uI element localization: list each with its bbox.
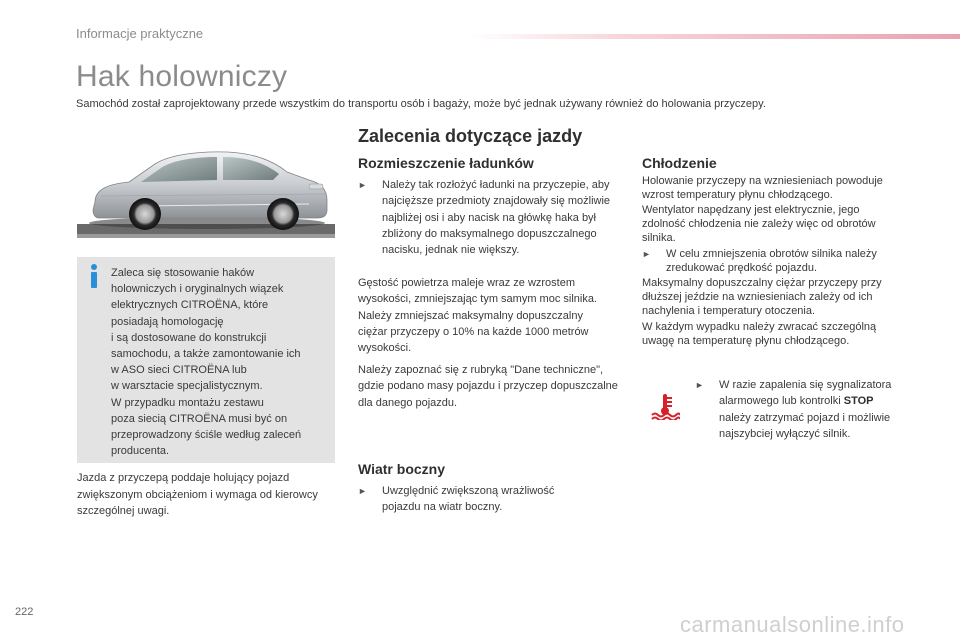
warning-text-pre: W razie zapalenia się sygnalizatora alarmowego lub kontrolki	[719, 379, 892, 408]
info-line: w ASO sieci CITROËNA lub	[111, 364, 247, 377]
cooling-text-2: Wentylator napędzany jest elektrycznie, jego zdolność chłodzenia nie zależy więc od obrotów silnika.	[642, 204, 876, 244]
section-label: Informacje praktyczne	[76, 26, 204, 41]
cooling-heading: Chłodzenie	[642, 155, 717, 171]
bullet-marker: ►	[642, 249, 651, 259]
bullet-marker: ►	[358, 486, 367, 496]
load-bullet	[358, 177, 628, 258]
info-line: i są dostosowane do konstrukcji	[111, 331, 267, 344]
info-line: posiadają homologację	[111, 315, 224, 328]
car-image	[77, 128, 335, 246]
cooling-text-3: Maksymalny dopuszczalny ciężar przyczepy przy dłuższej jeździe na wzniesieniach zależy od ich nachylenia i temperatury otoczenia.	[642, 277, 882, 317]
info-icon	[87, 263, 101, 289]
info-line: przeprowadzony ściśle według zaleceń	[111, 429, 302, 442]
load-altitude-text: Gęstość powietrza maleje wraz ze wzrostem wysokości, zmniejszając tym samym moc silnika. Należy zmniejszać maksymalny dopuszczalny ciężar przyczepy o 10% na każde 1000 metrów wysokości.	[358, 277, 597, 355]
load-bullet-text: Należy tak rozłożyć ładunki na przyczepie, aby najcięższe przedmioty znajdowały się możliwie najbliżej osi i aby nacisk na główkę haka był zbliżony do maksymalnego dopuszczalnego nacisku, jednak nie większy.	[382, 179, 611, 257]
page-number: 222	[15, 606, 34, 618]
recommendations-heading: Zalecenia dotyczące jazdy	[358, 126, 583, 146]
info-line: producenta.	[111, 445, 170, 458]
page-title: Hak holowniczy	[76, 60, 288, 93]
cooling-text-1: Holowanie przyczepy na wzniesieniach powoduje wzrost temperatury płynu chłodzącego.	[642, 175, 883, 201]
cooling-bullet-text: W celu zmniejszenia obrotów silnika należy zredukować prędkość pojazdu.	[666, 248, 877, 274]
info-line: W przypadku montażu zestawu	[111, 396, 264, 409]
cooling-text-4: W każdym wypadku należy zwracać szczególną uwagę na temperaturę płynu chłodzącego.	[642, 321, 877, 347]
warning-bullet	[695, 377, 899, 442]
warning-stop-label: STOP	[843, 395, 874, 408]
car-illustration	[77, 128, 335, 246]
wind-heading: Wiatr boczny	[358, 461, 445, 477]
info-text	[111, 265, 331, 459]
info-box	[77, 257, 335, 463]
info-line: Zaleca się stosowanie haków	[111, 267, 255, 279]
bullet-marker: ►	[358, 180, 367, 190]
bullet-marker: ►	[695, 380, 704, 390]
cooling-bullet	[642, 247, 906, 275]
info-line: holowniczych i oryginalnych wiązek	[111, 283, 284, 296]
watermark: carmanualsonline.info	[680, 612, 905, 637]
load-heading: Rozmieszczenie ładunków	[358, 155, 534, 171]
wind-bullet	[358, 483, 592, 516]
warning-text-post: należy zatrzymać pojazd i możliwie najszybciej wyłączyć silnik.	[719, 411, 891, 440]
info-line: w warsztacie specjalistycznym.	[111, 380, 263, 393]
coolant-temperature-warning-icon	[650, 392, 680, 420]
info-line: samochodu, a także zamontowanie ich	[111, 348, 301, 361]
towing-note: Jazda z przyczepą poddaje holujący pojazd zwiększonym obciążeniom i wymaga od kierowcy szczególnej uwagi.	[77, 472, 318, 517]
info-line: elektrycznych CITROËNA, które	[111, 299, 269, 312]
info-line: poza siecią CITROËNA musi być on	[111, 412, 288, 425]
intro-text: Samochód został zaprojektowany przede wszystkim do transportu osób i bagaży, może być jednak używany również do holowania przyczepy.	[76, 98, 766, 110]
load-data-text: Należy zapoznać się z rubryką "Dane techniczne", gdzie podano masy pojazdu i przyczep dopuszczalne dla danego pojazdu.	[358, 364, 618, 409]
header-rule	[470, 34, 960, 39]
wind-bullet-text: Uwzględnić zwiększoną wrażliwość pojazdu na wiatr boczny.	[382, 485, 555, 514]
